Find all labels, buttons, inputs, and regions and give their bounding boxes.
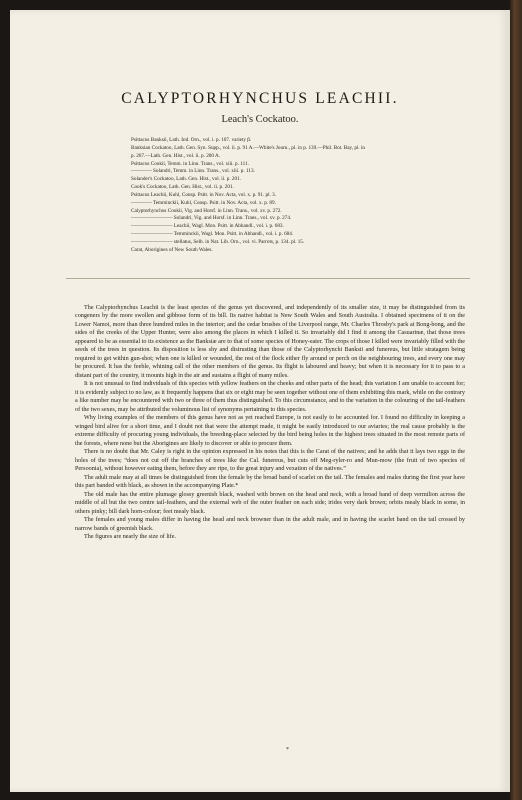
synonym-line: ———————— stellatus, Selb. in Nat. Lib. Orn., vol. vi. Parrots, p. 134. pl. 15. [131,238,305,245]
synonym-line: Psittacus Cookii, Temm. in Linn. Trans., vol. xiii. p. 111. [131,160,249,167]
synonym-line: ———————— Temminckii, Wagl. Mon. Psitt. in Abhandl., vol. i. p. 684. [131,231,294,238]
synonym-line: ———————— Leachii, Wagl. Mon. Psitt. in Abhandl., vol. i. p. 683. [131,223,284,230]
body-paragraph: Why living examples of the members of this genus have not as yet reached Europe, is not easily to be accounted for. I found no difficulty in keeping a winged bird alive for a short time, and I doubt not that were the attempt made, it might be easily introduced to our aviaries; the real cause probably is the extreme difficulty of procuring young individuals, the breeding-place selected by the bird being holes in the highest trees situated in the most remote parts of the forests, where none but the Aborigines are likely to discover or able to procure them. [75,415,465,447]
section-divider [66,278,470,279]
synonym-line: Banksian Cockatoo, Lath. Gen. Syn. Supp., vol. ii. p. 91 A.—White's Journ., pl. in p. 139.—Phil. Bot. Bay, pl. in [131,144,366,151]
body-paragraph: There is no doubt that Mr. Caley is right in the opinion expressed in his notes that this is the Carat of the natives; and he adds that it lays two eggs in the holes of the trees; “does not cut off the branches of trees like the Cal. funereus, but cuts off Meg-ryler-ro and Mun-mow (the fruit of two species of Persoonia), without however eating them, before they are ripe, to the great injury and vexation of the natives.” [75,449,465,473]
synonym-line: Psittacus Banksii, Lath. Ind. Orn., vol. i. p. 107. variety β. [131,137,252,143]
body-paragraph: The figures are nearly the size of life. [84,534,177,541]
body-text [75,304,465,542]
synonym-line: Psittacus Leachii, Kuhl, Consp. Psitt. in Nov. Acta, vol. x. p. 91. pl. 3. [131,191,277,198]
footer-mark: * [286,747,289,753]
body-paragraph: The old male has the entire plumage glossy greenish black, washed with brown on the head and neck, with a broad band of deep vermilion across the middle of all but the two centre tail-feathers, and the external web of the outer feather on each side; irides very dark brown; orbits mealy black in some, in others pinky; bill dark horn-colour; feet mealy black. [75,491,465,515]
synonym-line: p. 267.—Lath. Gen. Hist., vol. ii. p. 200 A. [131,152,221,159]
body-paragraph: The Calyptorhynchus Leachii is the least species of the genus yet discovered, and independently of its smaller size, it may be distinguished from its congeners by the more swollen and gibbose form of its bill. Its native habitat is New South Wales and South Australia. I obtained specimens of it on the Lower Namoi, more than three hundred miles in the interior; and the cedar brushes of the Liverpool range, Mr. Charles Throsby's park at Bong-bong, and the sides of the creeks of the Upper Hunter, were also among the places in which I killed it. So invariably did I find it among the Casuarinæ, that those trees appeared to be as essential to its existence as the Banksiæ are to that of some species of Honey-eater. The crops of those I killed were invariably filled with the seeds of the trees in question. Its disposition is less shy and distrusting than those of the Calyptorhynchi Banksii and funereus, but little stratagem being required to get within gun-shot; when one is killed or wounded, the rest of the flock either fly around or perch on the neighbouring trees, and every one may be procured. It has the feeble, whining call of the other members of the genus. Its flight is laboured and heavy; but when it is necessary for it to pass to a distant part of the country, it mounts high in the air and sustains a flight of many miles. [75,305,465,379]
synonym-line: Carat, Aborigines of New South Wales. [131,246,213,253]
page-title: CALYPTORHYNCHUS LEACHII. [121,90,399,107]
book-binding-edge [510,0,522,800]
synonym-line: Solander's Cockatoo, Lath. Gen. Hist., vol. ii. p. 201. [131,176,242,183]
synonymy-list [131,137,471,255]
synonym-line: Calyptorhynchus Cookii, Vig. and Horsf. in Linn. Trans., vol. xv. p. 272. [131,207,282,214]
page-sheet [10,10,510,792]
synonym-line: ———————— Solandri, Vig. and Horsf. in Linn. Trans., vol. xv. p. 274. [131,215,292,222]
body-paragraph: The females and young males differ in having the head and neck browner than in the adult male, and in having the scarlet band on the tail crossed by narrow bands of greenish black. [75,517,465,532]
synonym-line: Cook's Cockatoo, Lath. Gen. Hist., vol. ii. p. 201. [131,184,234,191]
page-subtitle: Leach's Cockatoo. [221,114,299,125]
body-paragraph: The adult male may at all times be distinguished from the female by the broad band of scarlet on the tail. The females and males during the first year have this part banded with black, as shown in the accompanying Plate.* [75,474,465,490]
synonym-line: ———— Temminckii, Kuhl, Consp. Psitt. in Nov. Acta, vol. x. p. 89. [131,199,276,206]
body-paragraph: It is not unusual to find individuals of this species with yellow feathers on the cheeks and other parts of the head; this variation I am unable to account for; it is evidently subject to no law, as it frequently happens that six or eight may be seen together without one of them exhibiting this mark, while on the contrary a like number may be encountered with two or three of them thus distinguished. To this circumstance, and to the variation in the colouring of the tail-feathers of the two sexes, may be attributed the voluminous list of synonyms pertaining to this species. [75,381,465,413]
synonym-line: ———— Solandri, Temm. in Linn. Trans., vol. xiii. p. 113. [131,168,255,175]
